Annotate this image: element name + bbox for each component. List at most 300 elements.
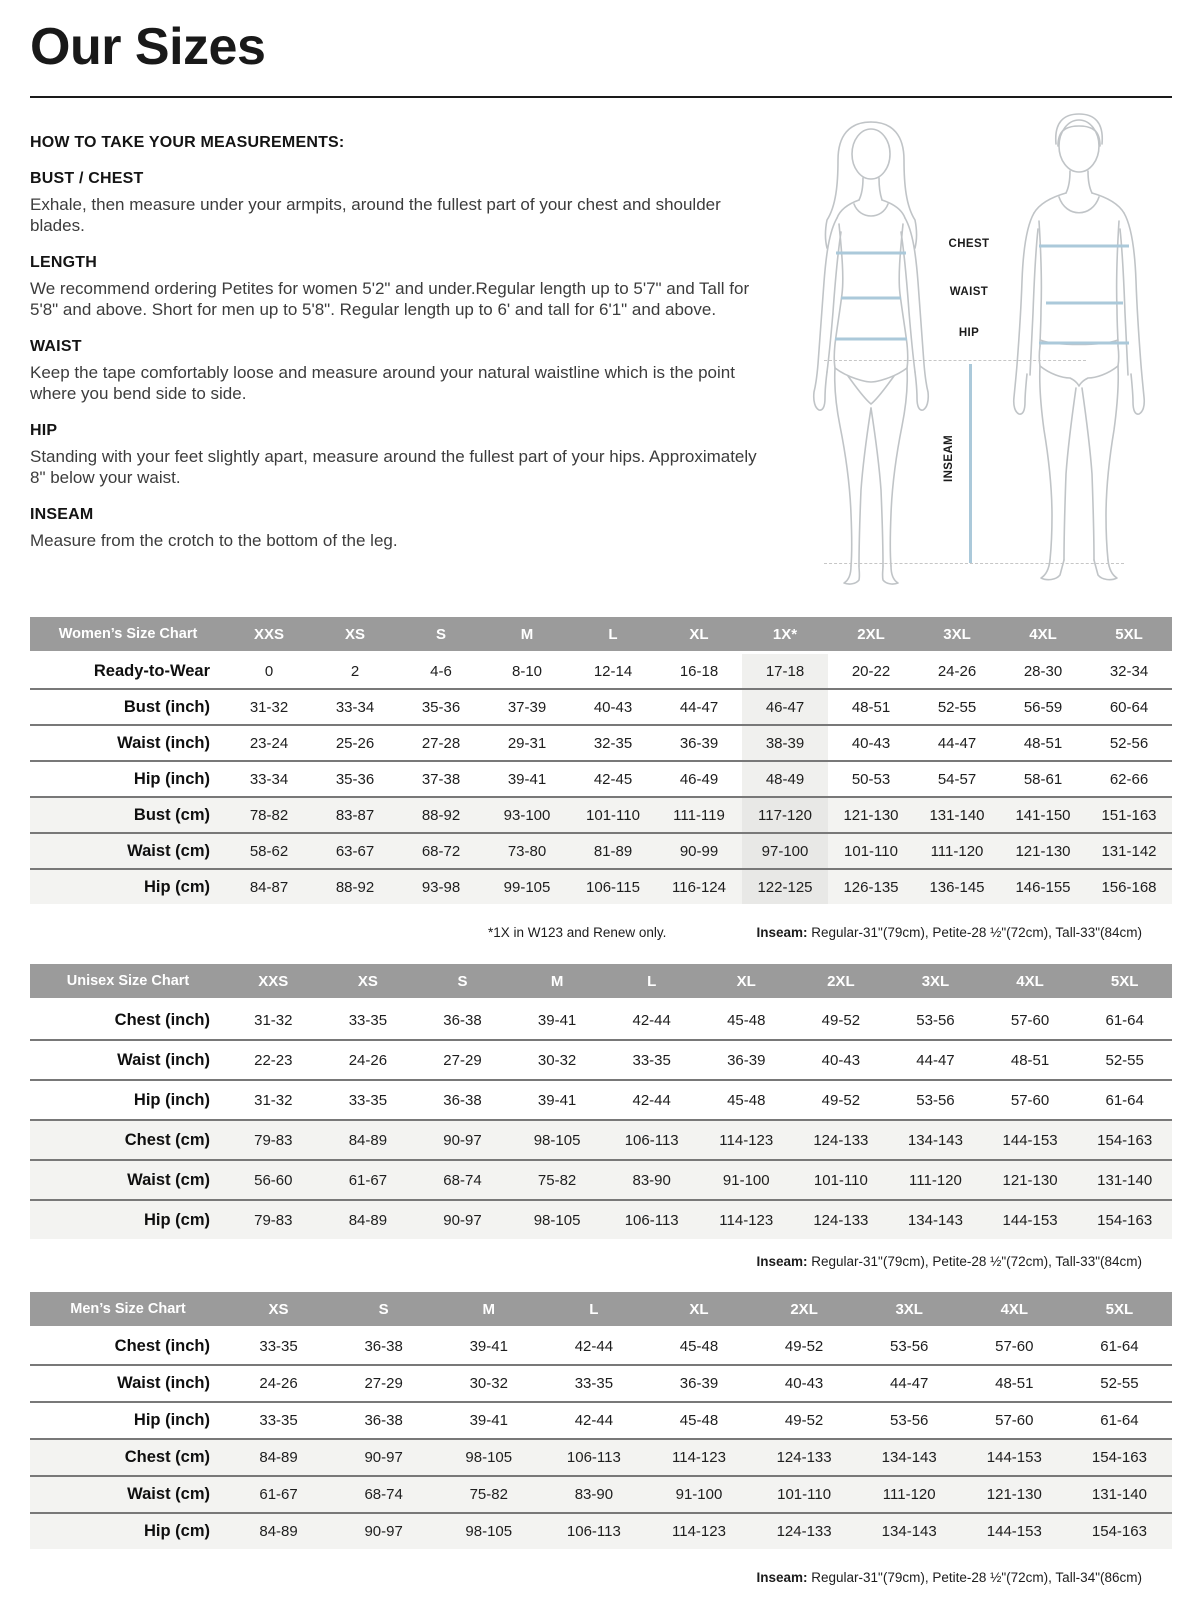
mens-table-footnotes: [30, 1570, 1172, 1588]
size-cell: 33-35: [259, 1338, 298, 1355]
size-cell: 114-123: [699, 1200, 794, 1239]
size-cell: 124-133: [752, 1513, 857, 1549]
size-cell: 40-43: [570, 689, 656, 725]
size-cell: 151-163: [1086, 797, 1172, 833]
size-cell: 106-113: [541, 1513, 646, 1549]
section-waist: [30, 338, 772, 404]
table-row: [30, 1365, 1172, 1402]
size-column-header: S: [331, 1292, 436, 1328]
table-row: [30, 1513, 1172, 1549]
size-cell: 121-130: [828, 797, 914, 833]
size-cell: 46-49: [656, 761, 742, 797]
size-cell: 12-14: [593, 662, 633, 680]
size-column-header: XS: [312, 617, 398, 653]
size-cell: 42-44: [574, 1338, 614, 1355]
womens-1x-footnote: *1X in W123 and Renew only.: [488, 925, 667, 940]
size-cell: 33-34: [312, 689, 398, 725]
size-cell: 53-56: [857, 1402, 962, 1439]
size-cell: 83-87: [312, 797, 398, 833]
size-cell: 83-90: [604, 1160, 699, 1200]
size-cell: 134-143: [857, 1513, 962, 1549]
size-cell: 146-155: [1000, 869, 1086, 904]
size-cell: 68-74: [415, 1160, 510, 1200]
row-label: Bust (inch): [30, 689, 226, 725]
row-label: Waist (inch): [30, 725, 226, 761]
size-cell: 16-18: [679, 662, 719, 680]
size-cell: 39-41: [469, 1338, 508, 1355]
size-cell: 36-39: [699, 1040, 794, 1080]
size-cell: 57-60: [1010, 1011, 1050, 1029]
crotch-dashed-line: [824, 360, 1086, 361]
table-row: [30, 1476, 1172, 1513]
size-cell: 84-87: [226, 869, 312, 904]
size-cell: 37-39: [484, 689, 570, 725]
inseam-footnote-text: Regular-31"(79cm), Petite-28 ½"(72cm), Tall-34"(86cm): [807, 1570, 1142, 1585]
size-column-header: 3XL: [857, 1292, 962, 1328]
size-column-header: 2XL: [752, 1292, 857, 1328]
row-label: Chest (inch): [114, 1010, 210, 1029]
row-label: Hip (inch): [30, 1080, 226, 1120]
size-cell: 90-97: [331, 1513, 436, 1549]
size-cell: 111-120: [914, 833, 1000, 869]
size-cell: 106-113: [604, 1120, 699, 1160]
size-cell: 24-26: [937, 662, 977, 680]
size-column-header: L: [604, 964, 699, 1000]
size-cell: 4-6: [430, 662, 452, 680]
size-cell: 35-36: [398, 689, 484, 725]
size-cell: 101-110: [794, 1160, 889, 1200]
size-column-header: S: [415, 964, 510, 1000]
inseam-footnote-text: Regular-31"(79cm), Petite-28 ½"(72cm), Tall-33"(84cm): [807, 925, 1142, 940]
table-row: [30, 653, 1172, 690]
size-cell: 36-39: [656, 725, 742, 761]
size-cell: 84-89: [321, 1120, 416, 1160]
size-column-header: M: [510, 964, 605, 1000]
size-cell: 144-153: [983, 1120, 1078, 1160]
section-inseam: [30, 506, 772, 551]
size-cell: 58-61: [1000, 761, 1086, 797]
size-cell: 45-48: [679, 1338, 719, 1355]
size-cell: 40-43: [828, 725, 914, 761]
size-cell: 101-110: [752, 1476, 857, 1513]
size-cell: 39-41: [510, 1080, 605, 1120]
size-cell: 144-153: [983, 1200, 1078, 1239]
row-label: Chest (inch): [114, 1337, 210, 1355]
chest-diagram-label: CHEST: [948, 238, 990, 250]
size-cell: 52-55: [914, 689, 1000, 725]
section-body: Standing with your feet slightly apart, measure around the fullest part of your hips. Approximately 8" below your waist.: [30, 447, 757, 487]
size-cell: 24-26: [321, 1040, 416, 1080]
row-label: Waist (cm): [30, 833, 226, 869]
size-cell: 99-105: [484, 869, 570, 904]
size-cell: 111-120: [888, 1160, 983, 1200]
size-cell: 36-38: [443, 1011, 482, 1029]
size-cell: 52-55: [1077, 1040, 1172, 1080]
size-cell: 73-80: [484, 833, 570, 869]
size-cell: 134-143: [857, 1439, 962, 1476]
size-cell: 22-23: [226, 1040, 321, 1080]
size-cell: 42-45: [570, 761, 656, 797]
size-cell: 154-163: [1077, 1200, 1172, 1239]
section-length: [30, 254, 772, 320]
row-label: Waist (inch): [30, 1040, 226, 1080]
size-column-header: 4XL: [962, 1292, 1067, 1328]
size-cell: 121-130: [983, 1160, 1078, 1200]
inseam-footnote-text: Regular-31"(79cm), Petite-28 ½"(72cm), Tall-33"(84cm): [807, 1254, 1142, 1269]
size-cell: 56-59: [1000, 689, 1086, 725]
size-chart-title: Unisex Size Chart: [30, 964, 226, 1000]
size-cell: 117-120: [742, 797, 828, 833]
size-cell: 62-66: [1086, 761, 1172, 797]
size-cell: 84-89: [226, 1513, 331, 1549]
size-cell: 44-47: [914, 725, 1000, 761]
male-figure-illustration: [986, 112, 1166, 588]
table-row: [30, 1120, 1172, 1160]
size-cell: 78-82: [226, 797, 312, 833]
table-row: [30, 1160, 1172, 1200]
table-row: [30, 833, 1172, 869]
size-cell: 154-163: [1067, 1439, 1172, 1476]
size-cell: 46-47: [742, 689, 828, 725]
womens-size-chart-table: [30, 617, 1172, 904]
size-cell: 101-110: [828, 833, 914, 869]
size-cell: 33-35: [321, 1080, 416, 1120]
size-cell: 27-29: [415, 1040, 510, 1080]
table-row: [30, 1328, 1172, 1366]
size-cell: 68-74: [331, 1476, 436, 1513]
size-column-header: XXS: [226, 964, 321, 1000]
size-column-header: 2XL: [794, 964, 889, 1000]
size-cell: 39-41: [537, 1011, 577, 1029]
size-cell: 36-39: [646, 1365, 751, 1402]
section-heading: LENGTH: [30, 254, 97, 271]
size-column-header: XL: [656, 617, 742, 653]
size-cell: 31-32: [226, 1080, 321, 1120]
unisex-inseam-footnote: [756, 1254, 1142, 1269]
size-column-header: XL: [646, 1292, 751, 1328]
table-row: [30, 1080, 1172, 1120]
unisex-size-chart-table: [30, 964, 1172, 1239]
row-label: Bust (cm): [30, 797, 226, 833]
section-body: Measure from the crotch to the bottom of the leg.: [30, 531, 398, 550]
size-cell: 23-24: [226, 725, 312, 761]
size-cell: 48-51: [983, 1040, 1078, 1080]
row-label: Hip (cm): [30, 869, 226, 904]
size-column-header: 3XL: [914, 617, 1000, 653]
size-cell: 121-130: [1000, 833, 1086, 869]
title-divider: [30, 96, 1172, 98]
size-column-header: 3XL: [888, 964, 983, 1000]
section-heading: INSEAM: [30, 506, 94, 523]
body-measurement-diagram: [788, 112, 1180, 598]
size-column-header: L: [570, 617, 656, 653]
row-label: Waist (cm): [30, 1160, 226, 1200]
size-cell: 49-52: [794, 1080, 889, 1120]
row-label: Hip (inch): [30, 1402, 226, 1439]
size-cell: 134-143: [888, 1200, 983, 1239]
row-label: Hip (cm): [30, 1200, 226, 1239]
size-cell: 98-105: [510, 1120, 605, 1160]
size-cell: 126-135: [828, 869, 914, 904]
size-cell: 60-64: [1086, 689, 1172, 725]
mens-inseam-footnote: [756, 1570, 1142, 1585]
size-cell: 61-67: [321, 1160, 416, 1200]
row-label: Waist (cm): [30, 1476, 226, 1513]
size-cell: 45-48: [646, 1402, 751, 1439]
size-cell: 136-145: [914, 869, 1000, 904]
section-body: We recommend ordering Petites for women 5'2" and under.Regular length up to 5'7" and Tall for 5'8" and above. Short for men up to 5'8". Regular length up to 6' and tall for 6'1" and above.: [30, 279, 750, 319]
size-cell: 48-51: [828, 689, 914, 725]
measurement-instructions: [30, 134, 772, 551]
size-cell: 33-35: [226, 1402, 331, 1439]
size-cell: 53-56: [888, 1080, 983, 1120]
size-cell: 84-89: [321, 1200, 416, 1239]
size-cell: 84-89: [226, 1439, 331, 1476]
size-cell: 44-47: [656, 689, 742, 725]
size-cell: 61-64: [1077, 1080, 1172, 1120]
table-row: [30, 1200, 1172, 1239]
section-heading: WAIST: [30, 338, 82, 355]
size-cell: 27-29: [331, 1365, 436, 1402]
size-cell: 154-163: [1067, 1513, 1172, 1549]
size-cell: 98-105: [510, 1200, 605, 1239]
size-cell: 88-92: [398, 797, 484, 833]
size-column-header: 5XL: [1067, 1292, 1172, 1328]
size-column-header: 1X*: [742, 617, 828, 653]
section-body: Exhale, then measure under your armpits, around the fullest part of your chest and shoulder blades.: [30, 195, 721, 235]
row-label: Chest (cm): [30, 1120, 226, 1160]
mens-size-chart-table: [30, 1292, 1172, 1549]
table-row: [30, 1040, 1172, 1080]
size-cell: 31-32: [254, 1011, 293, 1029]
size-cell: 53-56: [890, 1338, 929, 1355]
size-cell: 45-48: [699, 1080, 794, 1120]
size-cell: 154-163: [1077, 1120, 1172, 1160]
size-cell: 97-100: [742, 833, 828, 869]
inseam-measure-line: [969, 364, 972, 563]
size-cell: 98-105: [436, 1439, 541, 1476]
size-cell: 24-26: [226, 1365, 331, 1402]
row-label: Hip (inch): [30, 761, 226, 797]
size-cell: 40-43: [794, 1040, 889, 1080]
size-cell: 101-110: [570, 797, 656, 833]
table-row: [30, 689, 1172, 725]
size-cell: 144-153: [962, 1439, 1067, 1476]
waist-diagram-label: WAIST: [949, 286, 989, 298]
size-cell: 48-51: [962, 1365, 1067, 1402]
size-cell: 44-47: [888, 1040, 983, 1080]
size-cell: 75-82: [436, 1476, 541, 1513]
unisex-table-footnotes: [30, 1254, 1172, 1272]
size-cell: 42-44: [632, 1011, 671, 1029]
size-column-header: XXS: [226, 617, 312, 653]
size-cell: 156-168: [1086, 869, 1172, 904]
size-column-header: M: [436, 1292, 541, 1328]
size-cell: 52-56: [1086, 725, 1172, 761]
size-cell: 40-43: [752, 1365, 857, 1402]
size-column-header: XS: [226, 1292, 331, 1328]
size-cell: 50-53: [828, 761, 914, 797]
table-row: [30, 1402, 1172, 1439]
ankle-dashed-line: [824, 563, 1124, 564]
size-cell: 83-90: [541, 1476, 646, 1513]
size-cell: 61-67: [226, 1476, 331, 1513]
size-cell: 79-83: [226, 1120, 321, 1160]
size-chart-header-row: [30, 617, 1172, 653]
table-row: [30, 725, 1172, 761]
size-cell: 36-38: [331, 1402, 436, 1439]
inseam-diagram-label: INSEAM: [943, 434, 955, 482]
table-row: [30, 869, 1172, 904]
size-cell: 63-67: [312, 833, 398, 869]
size-column-header: 5XL: [1077, 964, 1172, 1000]
size-chart-header-row: [30, 1292, 1172, 1328]
size-cell: 42-44: [604, 1080, 699, 1120]
size-cell: 48-51: [1000, 725, 1086, 761]
size-cell: 75-82: [510, 1160, 605, 1200]
size-cell: 49-52: [821, 1011, 861, 1029]
size-cell: 81-89: [570, 833, 656, 869]
size-column-header: XS: [321, 964, 416, 1000]
size-cell: 33-34: [226, 761, 312, 797]
size-column-header: S: [398, 617, 484, 653]
row-label: Ready-to-Wear: [93, 661, 210, 680]
row-label: Waist (inch): [30, 1365, 226, 1402]
inseam-footnote-label: Inseam:: [756, 1254, 808, 1269]
size-cell: 131-140: [1067, 1476, 1172, 1513]
size-cell: 37-38: [398, 761, 484, 797]
size-column-header: 2XL: [828, 617, 914, 653]
size-cell: 0: [264, 662, 274, 680]
size-cell: 131-140: [1077, 1160, 1172, 1200]
size-cell: 33-35: [348, 1011, 388, 1029]
hip-diagram-label: HIP: [958, 327, 980, 339]
size-cell: 20-22: [851, 662, 891, 680]
size-cell: 25-26: [312, 725, 398, 761]
size-cell: 2: [350, 662, 360, 680]
womens-table-footnotes: [30, 925, 1172, 943]
size-cell: 39-41: [484, 761, 570, 797]
size-cell: 114-123: [646, 1513, 751, 1549]
size-cell: 38-39: [742, 725, 828, 761]
how-to-heading: HOW TO TAKE YOUR MEASUREMENTS:: [30, 134, 345, 151]
size-cell: 35-36: [312, 761, 398, 797]
table-row: [30, 1439, 1172, 1476]
size-cell: 30-32: [436, 1365, 541, 1402]
size-column-header: 5XL: [1086, 617, 1172, 653]
table-row: [30, 797, 1172, 833]
size-cell: 98-105: [436, 1513, 541, 1549]
size-cell: 91-100: [699, 1160, 794, 1200]
size-cell: 93-100: [484, 797, 570, 833]
section-heading: BUST / CHEST: [30, 170, 144, 187]
size-cell: 29-31: [484, 725, 570, 761]
womens-inseam-footnote: [756, 925, 1142, 940]
section-heading: HIP: [30, 422, 58, 439]
size-cell: 124-133: [794, 1200, 889, 1239]
size-cell: 49-52: [784, 1338, 824, 1355]
size-cell: 61-64: [1105, 1011, 1144, 1029]
size-chart-header-row: [30, 964, 1172, 1000]
section-body: Keep the tape comfortably loose and measure around your natural waistline which is the point where you bend side to side.: [30, 363, 735, 403]
size-chart-title: Men’s Size Chart: [30, 1292, 226, 1328]
size-cell: 90-97: [415, 1200, 510, 1239]
size-column-header: XL: [699, 964, 794, 1000]
size-chart-title: Women’s Size Chart: [30, 617, 226, 653]
size-cell: 124-133: [794, 1120, 889, 1160]
size-cell: 44-47: [857, 1365, 962, 1402]
size-cell: 17-18: [742, 653, 828, 690]
size-cell: 114-123: [699, 1120, 794, 1160]
page-title: Our Sizes: [30, 18, 266, 76]
size-cell: 30-32: [510, 1040, 605, 1080]
size-cell: 93-98: [398, 869, 484, 904]
size-column-header: 4XL: [1000, 617, 1086, 653]
female-figure-illustration: [796, 118, 966, 588]
inseam-footnote-label: Inseam:: [756, 925, 808, 940]
size-cell: 56-60: [226, 1160, 321, 1200]
size-cell: 54-57: [914, 761, 1000, 797]
size-cell: 36-38: [415, 1080, 510, 1120]
size-cell: 57-60: [962, 1402, 1067, 1439]
size-cell: 52-55: [1067, 1365, 1172, 1402]
size-cell: 141-150: [1000, 797, 1086, 833]
size-cell: 39-41: [436, 1402, 541, 1439]
size-cell: 68-72: [398, 833, 484, 869]
size-cell: 121-130: [962, 1476, 1067, 1513]
size-cell: 122-125: [742, 869, 828, 904]
size-cell: 91-100: [646, 1476, 751, 1513]
size-cell: 88-92: [312, 869, 398, 904]
size-cell: 106-113: [541, 1439, 646, 1476]
size-cell: 90-99: [656, 833, 742, 869]
size-cell: 42-44: [541, 1402, 646, 1439]
size-cell: 61-64: [1067, 1402, 1172, 1439]
table-row: [30, 761, 1172, 797]
size-cell: 32-35: [570, 725, 656, 761]
size-column-header: M: [484, 617, 570, 653]
size-cell: 28-30: [1023, 662, 1063, 680]
size-cell: 27-28: [398, 725, 484, 761]
size-cell: 114-123: [646, 1439, 751, 1476]
size-cell: 131-140: [914, 797, 1000, 833]
size-cell: 32-34: [1109, 662, 1149, 680]
size-cell: 48-49: [742, 761, 828, 797]
size-cell: 57-60: [995, 1338, 1034, 1355]
size-cell: 58-62: [226, 833, 312, 869]
size-cell: 33-35: [541, 1365, 646, 1402]
size-cell: 90-97: [415, 1120, 510, 1160]
row-label: Chest (cm): [30, 1439, 226, 1476]
size-cell: 31-32: [226, 689, 312, 725]
section-hip: [30, 422, 772, 488]
table-row: [30, 1000, 1172, 1041]
size-cell: 116-124: [656, 869, 742, 904]
size-cell: 106-113: [604, 1200, 699, 1239]
size-cell: 131-142: [1086, 833, 1172, 869]
size-cell: 61-64: [1100, 1338, 1139, 1355]
size-cell: 111-120: [857, 1476, 962, 1513]
size-column-header: L: [541, 1292, 646, 1328]
size-cell: 106-115: [570, 869, 656, 904]
size-cell: 36-38: [364, 1338, 403, 1355]
size-column-header: 4XL: [983, 964, 1078, 1000]
size-cell: 144-153: [962, 1513, 1067, 1549]
size-cell: 33-35: [604, 1040, 699, 1080]
size-cell: 49-52: [752, 1402, 857, 1439]
size-cell: 79-83: [226, 1200, 321, 1239]
size-cell: 57-60: [983, 1080, 1078, 1120]
